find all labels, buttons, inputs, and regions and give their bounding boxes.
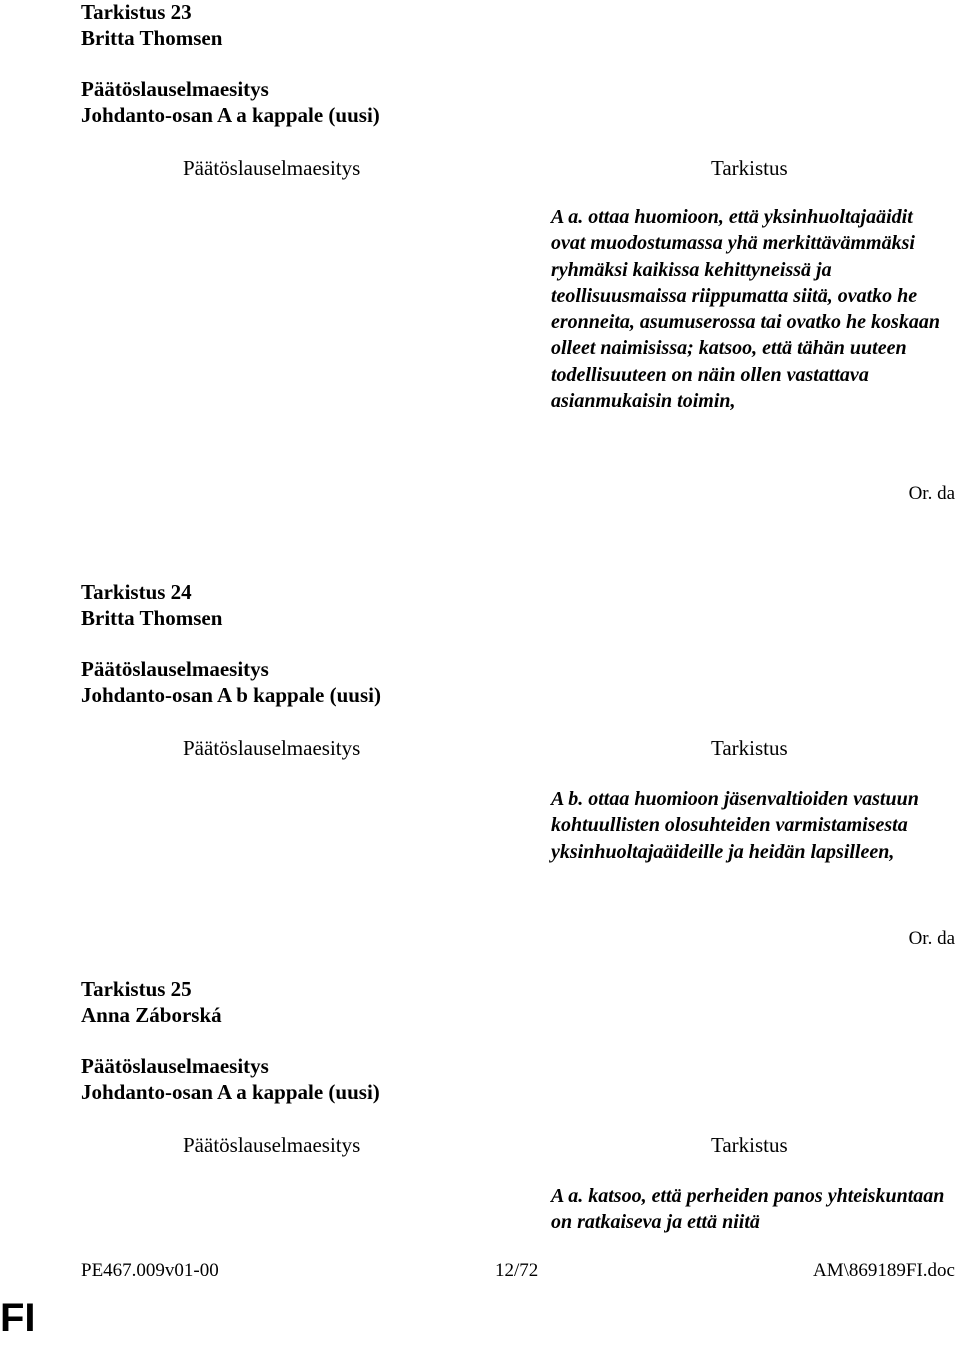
footer-reference: PE467.009v01-00 <box>81 1260 219 1281</box>
column-header-amendment: Tarkistus <box>711 1133 788 1157</box>
amendment-title: Tarkistus 24 <box>81 580 192 604</box>
amendment-author: Anna Záborská <box>81 1003 222 1027</box>
amendment-target: Johdanto-osan A b kappale (uusi) <box>81 683 381 707</box>
column-header-amendment: Tarkistus <box>711 736 788 760</box>
amendment-text: A a. ottaa huomioon, että yksinhuoltajaäidit ovat muodostumassa yhä merkittävämmäksi ryhmäksi kaikissa kehittyneissä ja teollisuusmaissa riippumatta siitä, ovatko he eronneita, asumuserossa tai ovatko he koskaan olleet naimisissa; katsoo, että tähän uuteen todellisuuteen on näin ollen vastattava asianmukaisin toimin, <box>551 206 940 413</box>
footer-document-id: AM\869189FI.doc <box>813 1260 955 1281</box>
column-header-proposal: Päätöslauselmaesitys <box>183 156 361 180</box>
amendment-title: Tarkistus 25 <box>81 977 192 1001</box>
amendment-target: Johdanto-osan A a kappale (uusi) <box>81 1080 380 1104</box>
column-header-proposal: Päätöslauselmaesitys <box>183 1133 361 1157</box>
column-header-proposal: Päätöslauselmaesitys <box>183 736 361 760</box>
original-language: Or. da <box>908 483 955 504</box>
original-language: Or. da <box>908 928 955 949</box>
amendment-author: Britta Thomsen <box>81 26 223 50</box>
amendment-target: Johdanto-osan A a kappale (uusi) <box>81 103 380 127</box>
amendment-author: Britta Thomsen <box>81 606 223 630</box>
proposal-label: Päätöslauselmaesitys <box>81 657 269 681</box>
column-header-amendment: Tarkistus <box>711 156 788 180</box>
amendment-title: Tarkistus 23 <box>81 0 192 24</box>
footer-page-number: 12/72 <box>495 1260 539 1281</box>
proposal-label: Päätöslauselmaesitys <box>81 77 269 101</box>
amendment-text: A a. katsoo, että perheiden panos yhteiskuntaan on ratkaiseva ja että niitä <box>551 1185 945 1234</box>
proposal-label: Päätöslauselmaesitys <box>81 1054 269 1078</box>
amendment-text: A b. ottaa huomioon jäsenvaltioiden vastuun kohtuullisten olosuhteiden varmistamisesta yksinhuoltajaäideille ja heidän lapsilleen, <box>551 788 919 863</box>
language-mark: FI <box>0 1296 36 1340</box>
